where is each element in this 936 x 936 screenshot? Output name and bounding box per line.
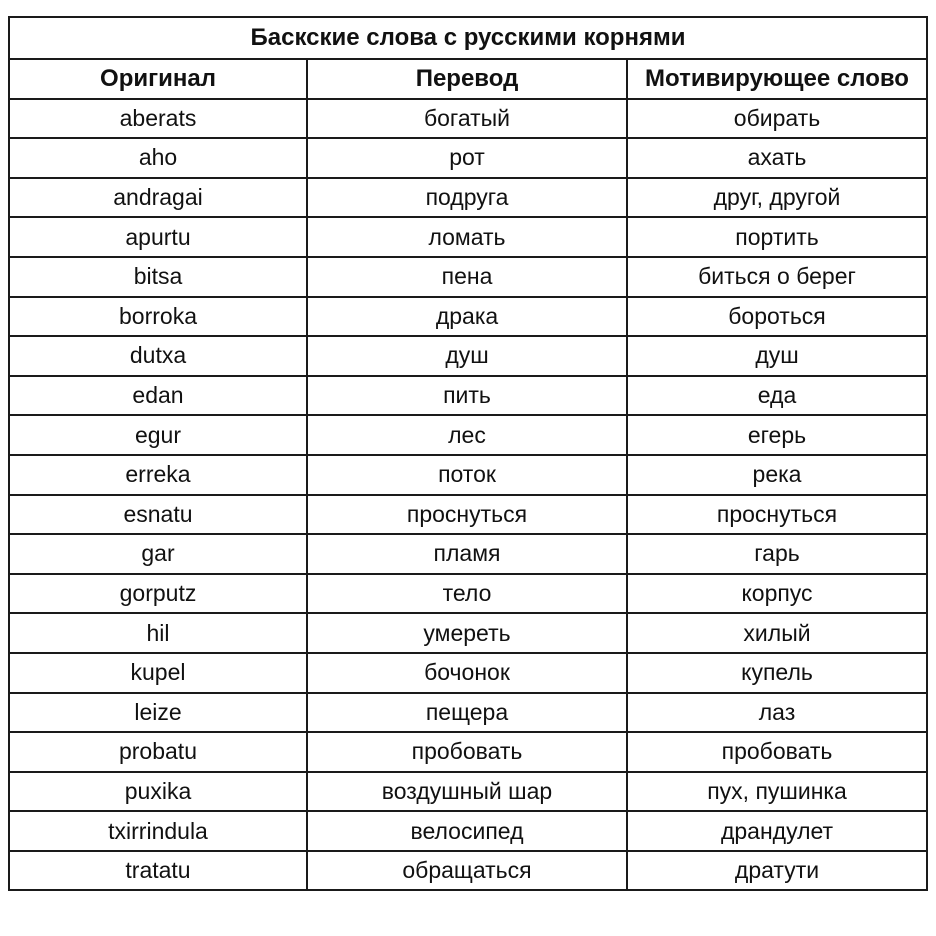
- cell-translation: велосипед: [307, 811, 627, 851]
- cell-original: tratatu: [9, 851, 307, 891]
- table-row: [9, 811, 927, 851]
- cell-motivating-word: хилый: [627, 613, 927, 653]
- cell-translation: богатый: [307, 99, 627, 139]
- cell-motivating-word: пробовать: [627, 732, 927, 772]
- table-body: [9, 99, 927, 891]
- cell-motivating-word: драндулет: [627, 811, 927, 851]
- cell-motivating-word: лаз: [627, 693, 927, 733]
- cell-motivating-word: обирать: [627, 99, 927, 139]
- cell-translation: лес: [307, 415, 627, 455]
- table-row: [9, 574, 927, 614]
- cell-original: hil: [9, 613, 307, 653]
- cell-motivating-word: дратути: [627, 851, 927, 891]
- cell-motivating-word: душ: [627, 336, 927, 376]
- table-row: [9, 138, 927, 178]
- cell-translation: пить: [307, 376, 627, 416]
- table-row: [9, 534, 927, 574]
- cell-translation: рот: [307, 138, 627, 178]
- cell-original: aho: [9, 138, 307, 178]
- table-row: [9, 455, 927, 495]
- table-row: [9, 217, 927, 257]
- cell-translation: подруга: [307, 178, 627, 218]
- table-row: [9, 415, 927, 455]
- cell-original: egur: [9, 415, 307, 455]
- cell-motivating-word: гарь: [627, 534, 927, 574]
- title-row: [9, 17, 927, 59]
- cell-translation: поток: [307, 455, 627, 495]
- cell-original: leize: [9, 693, 307, 733]
- cell-original: gar: [9, 534, 307, 574]
- cell-translation: ломать: [307, 217, 627, 257]
- header-row: [9, 59, 927, 99]
- header-original: Оригинал: [9, 59, 307, 99]
- table-row: [9, 336, 927, 376]
- cell-original: bitsa: [9, 257, 307, 297]
- table-row: [9, 297, 927, 337]
- table-row: [9, 732, 927, 772]
- table-row: [9, 178, 927, 218]
- cell-original: apurtu: [9, 217, 307, 257]
- table-row: [9, 257, 927, 297]
- cell-motivating-word: бороться: [627, 297, 927, 337]
- cell-translation: проснуться: [307, 495, 627, 535]
- cell-motivating-word: друг, другой: [627, 178, 927, 218]
- table-row: [9, 772, 927, 812]
- cell-original: andragai: [9, 178, 307, 218]
- header-translation: Перевод: [307, 59, 627, 99]
- table-row: [9, 653, 927, 693]
- cell-motivating-word: река: [627, 455, 927, 495]
- basque-russian-words-table: [8, 16, 928, 891]
- table-row: [9, 613, 927, 653]
- cell-translation: обращаться: [307, 851, 627, 891]
- cell-motivating-word: егерь: [627, 415, 927, 455]
- cell-translation: воздушный шар: [307, 772, 627, 812]
- cell-original: gorputz: [9, 574, 307, 614]
- cell-original: txirrindula: [9, 811, 307, 851]
- table-row: [9, 376, 927, 416]
- cell-original: probatu: [9, 732, 307, 772]
- cell-original: erreka: [9, 455, 307, 495]
- cell-translation: пробовать: [307, 732, 627, 772]
- cell-translation: пещера: [307, 693, 627, 733]
- cell-original: aberats: [9, 99, 307, 139]
- cell-translation: пламя: [307, 534, 627, 574]
- table-title: Баскские слова с русскими корнями: [9, 17, 927, 59]
- cell-translation: пена: [307, 257, 627, 297]
- cell-motivating-word: пух, пушинка: [627, 772, 927, 812]
- cell-motivating-word: купель: [627, 653, 927, 693]
- table-row: [9, 99, 927, 139]
- table-row: [9, 693, 927, 733]
- cell-translation: драка: [307, 297, 627, 337]
- table-row: [9, 495, 927, 535]
- cell-translation: тело: [307, 574, 627, 614]
- cell-motivating-word: проснуться: [627, 495, 927, 535]
- cell-motivating-word: ахать: [627, 138, 927, 178]
- cell-original: borroka: [9, 297, 307, 337]
- cell-original: esnatu: [9, 495, 307, 535]
- cell-original: puxika: [9, 772, 307, 812]
- cell-motivating-word: портить: [627, 217, 927, 257]
- vocabulary-table-container: [8, 16, 926, 891]
- cell-original: edan: [9, 376, 307, 416]
- cell-translation: умереть: [307, 613, 627, 653]
- cell-translation: бочонок: [307, 653, 627, 693]
- cell-translation: душ: [307, 336, 627, 376]
- cell-motivating-word: биться о берег: [627, 257, 927, 297]
- cell-original: kupel: [9, 653, 307, 693]
- cell-motivating-word: еда: [627, 376, 927, 416]
- cell-motivating-word: корпус: [627, 574, 927, 614]
- header-motivating-word: Мотивирующее слово: [627, 59, 927, 99]
- cell-original: dutxa: [9, 336, 307, 376]
- table-row: [9, 851, 927, 891]
